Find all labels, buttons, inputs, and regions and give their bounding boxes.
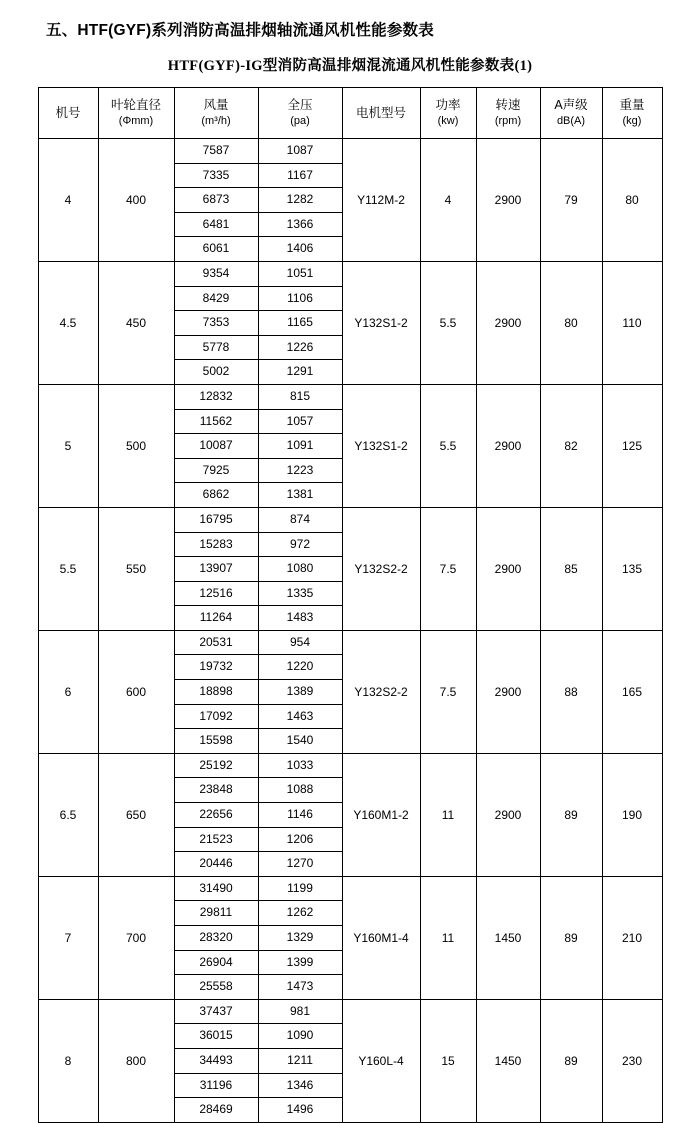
cell-diameter: 600 xyxy=(98,630,174,753)
cell-pressure-value: 954 xyxy=(259,631,342,656)
cell-pressure-value: 1346 xyxy=(259,1074,342,1099)
cell-speed: 2900 xyxy=(476,630,540,753)
cell-flow-value: 31196 xyxy=(175,1074,258,1099)
cell-motor: Y112M-2 xyxy=(342,139,420,262)
cell-pressure xyxy=(258,753,342,876)
column-header-weight xyxy=(602,88,662,139)
cell-pressure-value: 815 xyxy=(259,385,342,410)
cell-power: 15 xyxy=(420,999,476,1122)
table-row xyxy=(38,876,662,999)
cell-flow xyxy=(174,507,258,630)
column-header-motor xyxy=(342,88,420,139)
table-title: HTF(GYF)-IG型消防高温排烟混流通风机性能参数表(1) xyxy=(167,58,533,74)
header-unit-text: (pa) xyxy=(290,115,310,128)
cell-diameter: 400 xyxy=(98,139,174,262)
cell-power: 11 xyxy=(420,876,476,999)
cell-pressure-value: 972 xyxy=(259,533,342,558)
cell-flow-value: 22656 xyxy=(175,803,258,828)
column-header-flow xyxy=(174,88,258,139)
cell-model: 4.5 xyxy=(38,261,98,384)
cell-flow-value: 17092 xyxy=(175,705,258,730)
cell-flow-value: 12516 xyxy=(175,582,258,607)
header-main-text: 全压 xyxy=(287,98,313,113)
cell-power: 5.5 xyxy=(420,261,476,384)
cell-flow-value: 16795 xyxy=(175,508,258,533)
cell-power: 7.5 xyxy=(420,507,476,630)
header-main-text: 功率 xyxy=(435,98,461,113)
cell-model: 6 xyxy=(38,630,98,753)
cell-pressure-value: 1167 xyxy=(259,164,342,189)
cell-flow-value: 11562 xyxy=(175,410,258,435)
cell-pressure-value: 1226 xyxy=(259,336,342,361)
cell-model: 5.5 xyxy=(38,507,98,630)
cell-noise: 89 xyxy=(540,999,602,1122)
cell-pressure xyxy=(258,876,342,999)
cell-noise: 85 xyxy=(540,507,602,630)
cell-motor: Y160M1-4 xyxy=(342,876,420,999)
cell-model: 8 xyxy=(38,999,98,1122)
cell-pressure-value: 1106 xyxy=(259,287,342,312)
cell-flow-value: 7335 xyxy=(175,164,258,189)
cell-motor: Y132S2-2 xyxy=(342,507,420,630)
cell-weight: 80 xyxy=(602,139,662,262)
cell-weight: 210 xyxy=(602,876,662,999)
cell-flow-value: 6481 xyxy=(175,213,258,238)
cell-diameter: 550 xyxy=(98,507,174,630)
cell-flow-value: 20446 xyxy=(199,856,233,871)
cell-flow-value: 31490 xyxy=(175,877,258,902)
column-header-model xyxy=(38,88,98,139)
cell-pressure-value: 1091 xyxy=(259,434,342,459)
cell-pressure-value: 1463 xyxy=(259,705,342,730)
cell-weight: 230 xyxy=(602,999,662,1122)
cell-pressure-value: 1206 xyxy=(259,828,342,853)
table-row xyxy=(38,999,662,1122)
cell-noise: 79 xyxy=(540,139,602,262)
cell-flow xyxy=(174,999,258,1122)
column-header-diameter xyxy=(98,88,174,139)
cell-motor: Y160L-4 xyxy=(342,999,420,1122)
cell-weight: 125 xyxy=(602,384,662,507)
cell-flow-value: 7587 xyxy=(175,139,258,164)
cell-diameter: 450 xyxy=(98,261,174,384)
cell-pressure-value: 1057 xyxy=(259,410,342,435)
cell-flow-value: 15283 xyxy=(175,533,258,558)
cell-pressure-value: 1389 xyxy=(259,680,342,705)
cell-flow-value: 7353 xyxy=(175,311,258,336)
cell-pressure-value: 1381 xyxy=(286,487,314,502)
cell-speed: 1450 xyxy=(476,999,540,1122)
cell-pressure-value: 1262 xyxy=(259,901,342,926)
cell-flow-value: 6873 xyxy=(175,188,258,213)
header-main-text: 机号 xyxy=(55,105,81,120)
table-row xyxy=(38,139,662,262)
cell-diameter: 500 xyxy=(98,384,174,507)
table-row xyxy=(38,261,662,384)
cell-noise: 88 xyxy=(540,630,602,753)
column-header-speed xyxy=(476,88,540,139)
cell-power: 5.5 xyxy=(420,384,476,507)
cell-pressure-value: 1483 xyxy=(286,610,314,625)
cell-motor: Y160M1-2 xyxy=(342,753,420,876)
cell-pressure-value: 1540 xyxy=(286,733,314,748)
cell-pressure-value: 1165 xyxy=(259,311,342,336)
cell-flow xyxy=(174,753,258,876)
cell-flow-value: 12832 xyxy=(175,385,258,410)
cell-pressure-value: 1033 xyxy=(259,754,342,779)
cell-weight: 110 xyxy=(602,261,662,384)
table-row xyxy=(38,507,662,630)
cell-flow xyxy=(174,876,258,999)
cell-speed: 2900 xyxy=(476,753,540,876)
table-row xyxy=(38,630,662,753)
cell-noise: 80 xyxy=(540,261,602,384)
cell-pressure-value: 1329 xyxy=(259,926,342,951)
cell-pressure-value: 1051 xyxy=(259,262,342,287)
performance-table xyxy=(38,87,663,1123)
cell-motor: Y132S2-2 xyxy=(342,630,420,753)
cell-pressure-value: 874 xyxy=(259,508,342,533)
cell-flow-value: 34493 xyxy=(175,1049,258,1074)
column-header-power xyxy=(420,88,476,139)
cell-flow-value: 37437 xyxy=(175,1000,258,1025)
cell-diameter: 800 xyxy=(98,999,174,1122)
header-unit-text: (kw) xyxy=(437,115,459,128)
cell-motor: Y132S1-2 xyxy=(342,261,420,384)
cell-pressure-value: 981 xyxy=(259,1000,342,1025)
cell-pressure-value: 1223 xyxy=(259,459,342,484)
cell-flow-value: 15598 xyxy=(199,733,233,748)
cell-pressure-value: 1291 xyxy=(286,364,314,379)
table-row xyxy=(38,753,662,876)
cell-pressure-value: 1366 xyxy=(259,213,342,238)
cell-pressure xyxy=(258,139,342,262)
cell-power: 4 xyxy=(420,139,476,262)
section-title: 五、HTF(GYF)系列消防高温排烟轴流通风机性能参数表 xyxy=(46,22,434,39)
cell-pressure-value: 1080 xyxy=(259,557,342,582)
cell-flow-value: 28320 xyxy=(175,926,258,951)
header-main-text: 重量 xyxy=(619,98,645,113)
cell-pressure-value: 1496 xyxy=(286,1102,314,1117)
column-header-noise xyxy=(540,88,602,139)
cell-noise: 82 xyxy=(540,384,602,507)
cell-pressure-value: 1473 xyxy=(286,979,314,994)
cell-diameter: 650 xyxy=(98,753,174,876)
cell-speed: 2900 xyxy=(476,507,540,630)
cell-flow-value: 18898 xyxy=(175,680,258,705)
cell-motor: Y132S1-2 xyxy=(342,384,420,507)
header-main-text: 转速 xyxy=(495,98,521,113)
cell-flow-value: 10087 xyxy=(175,434,258,459)
cell-flow-value: 11264 xyxy=(199,610,233,625)
cell-weight: 165 xyxy=(602,630,662,753)
cell-flow-value: 6862 xyxy=(202,487,230,502)
cell-noise: 89 xyxy=(540,876,602,999)
cell-power: 11 xyxy=(420,753,476,876)
cell-pressure-value: 1199 xyxy=(259,877,342,902)
cell-flow-value: 20531 xyxy=(175,631,258,656)
cell-speed: 2900 xyxy=(476,139,540,262)
table-row xyxy=(38,384,662,507)
header-row xyxy=(38,88,662,139)
cell-flow-value: 13907 xyxy=(175,557,258,582)
header-unit-text: (Φmm) xyxy=(118,115,154,128)
cell-flow-value: 29811 xyxy=(175,901,258,926)
cell-model: 7 xyxy=(38,876,98,999)
cell-flow-value: 7925 xyxy=(175,459,258,484)
cell-pressure xyxy=(258,507,342,630)
cell-flow xyxy=(174,384,258,507)
cell-flow-value: 21523 xyxy=(175,828,258,853)
cell-flow-value: 8429 xyxy=(175,287,258,312)
cell-speed: 2900 xyxy=(476,384,540,507)
cell-power: 7.5 xyxy=(420,630,476,753)
cell-diameter: 700 xyxy=(98,876,174,999)
cell-model: 5 xyxy=(38,384,98,507)
header-main-text: 风量 xyxy=(203,98,229,113)
cell-flow-value: 9354 xyxy=(175,262,258,287)
cell-pressure-value: 1406 xyxy=(286,241,314,256)
cell-pressure-value: 1211 xyxy=(259,1049,342,1074)
cell-pressure xyxy=(258,384,342,507)
cell-flow xyxy=(174,139,258,262)
cell-weight: 135 xyxy=(602,507,662,630)
cell-flow-value: 6061 xyxy=(202,241,230,256)
header-unit-text: (rpm) xyxy=(494,115,522,128)
column-header-pressure xyxy=(258,88,342,139)
cell-model: 6.5 xyxy=(38,753,98,876)
cell-pressure-value: 1399 xyxy=(259,951,342,976)
cell-pressure xyxy=(258,999,342,1122)
header-unit-text: (m³/h) xyxy=(201,115,231,128)
cell-flow-value: 25558 xyxy=(199,979,233,994)
cell-pressure-value: 1220 xyxy=(259,655,342,680)
cell-flow xyxy=(174,261,258,384)
cell-flow-value: 23848 xyxy=(175,778,258,803)
header-main-text: 电机型号 xyxy=(355,105,406,120)
cell-pressure-value: 1087 xyxy=(259,139,342,164)
cell-flow-value: 25192 xyxy=(175,754,258,779)
table-body xyxy=(38,139,662,1123)
header-main-text: 叶轮直径 xyxy=(110,98,161,113)
cell-flow xyxy=(174,630,258,753)
cell-pressure xyxy=(258,630,342,753)
table-header xyxy=(38,88,662,139)
cell-flow-value: 5002 xyxy=(202,364,230,379)
cell-flow-value: 26904 xyxy=(175,951,258,976)
cell-flow-value: 19732 xyxy=(175,655,258,680)
header-main-text: A声级 xyxy=(554,98,588,113)
cell-noise: 89 xyxy=(540,753,602,876)
cell-pressure-value: 1090 xyxy=(259,1024,342,1049)
cell-flow-value: 28469 xyxy=(199,1102,233,1117)
cell-pressure-value: 1270 xyxy=(286,856,314,871)
cell-pressure-value: 1282 xyxy=(259,188,342,213)
cell-pressure-value: 1146 xyxy=(259,803,342,828)
header-unit-text: dB(A) xyxy=(556,115,586,128)
cell-model: 4 xyxy=(38,139,98,262)
cell-flow-value: 5778 xyxy=(175,336,258,361)
header-unit-text: (kg) xyxy=(622,115,642,128)
cell-pressure-value: 1088 xyxy=(259,778,342,803)
cell-pressure xyxy=(258,261,342,384)
cell-speed: 2900 xyxy=(476,261,540,384)
cell-pressure-value: 1335 xyxy=(259,582,342,607)
cell-weight: 190 xyxy=(602,753,662,876)
cell-flow-value: 36015 xyxy=(175,1024,258,1049)
cell-speed: 1450 xyxy=(476,876,540,999)
